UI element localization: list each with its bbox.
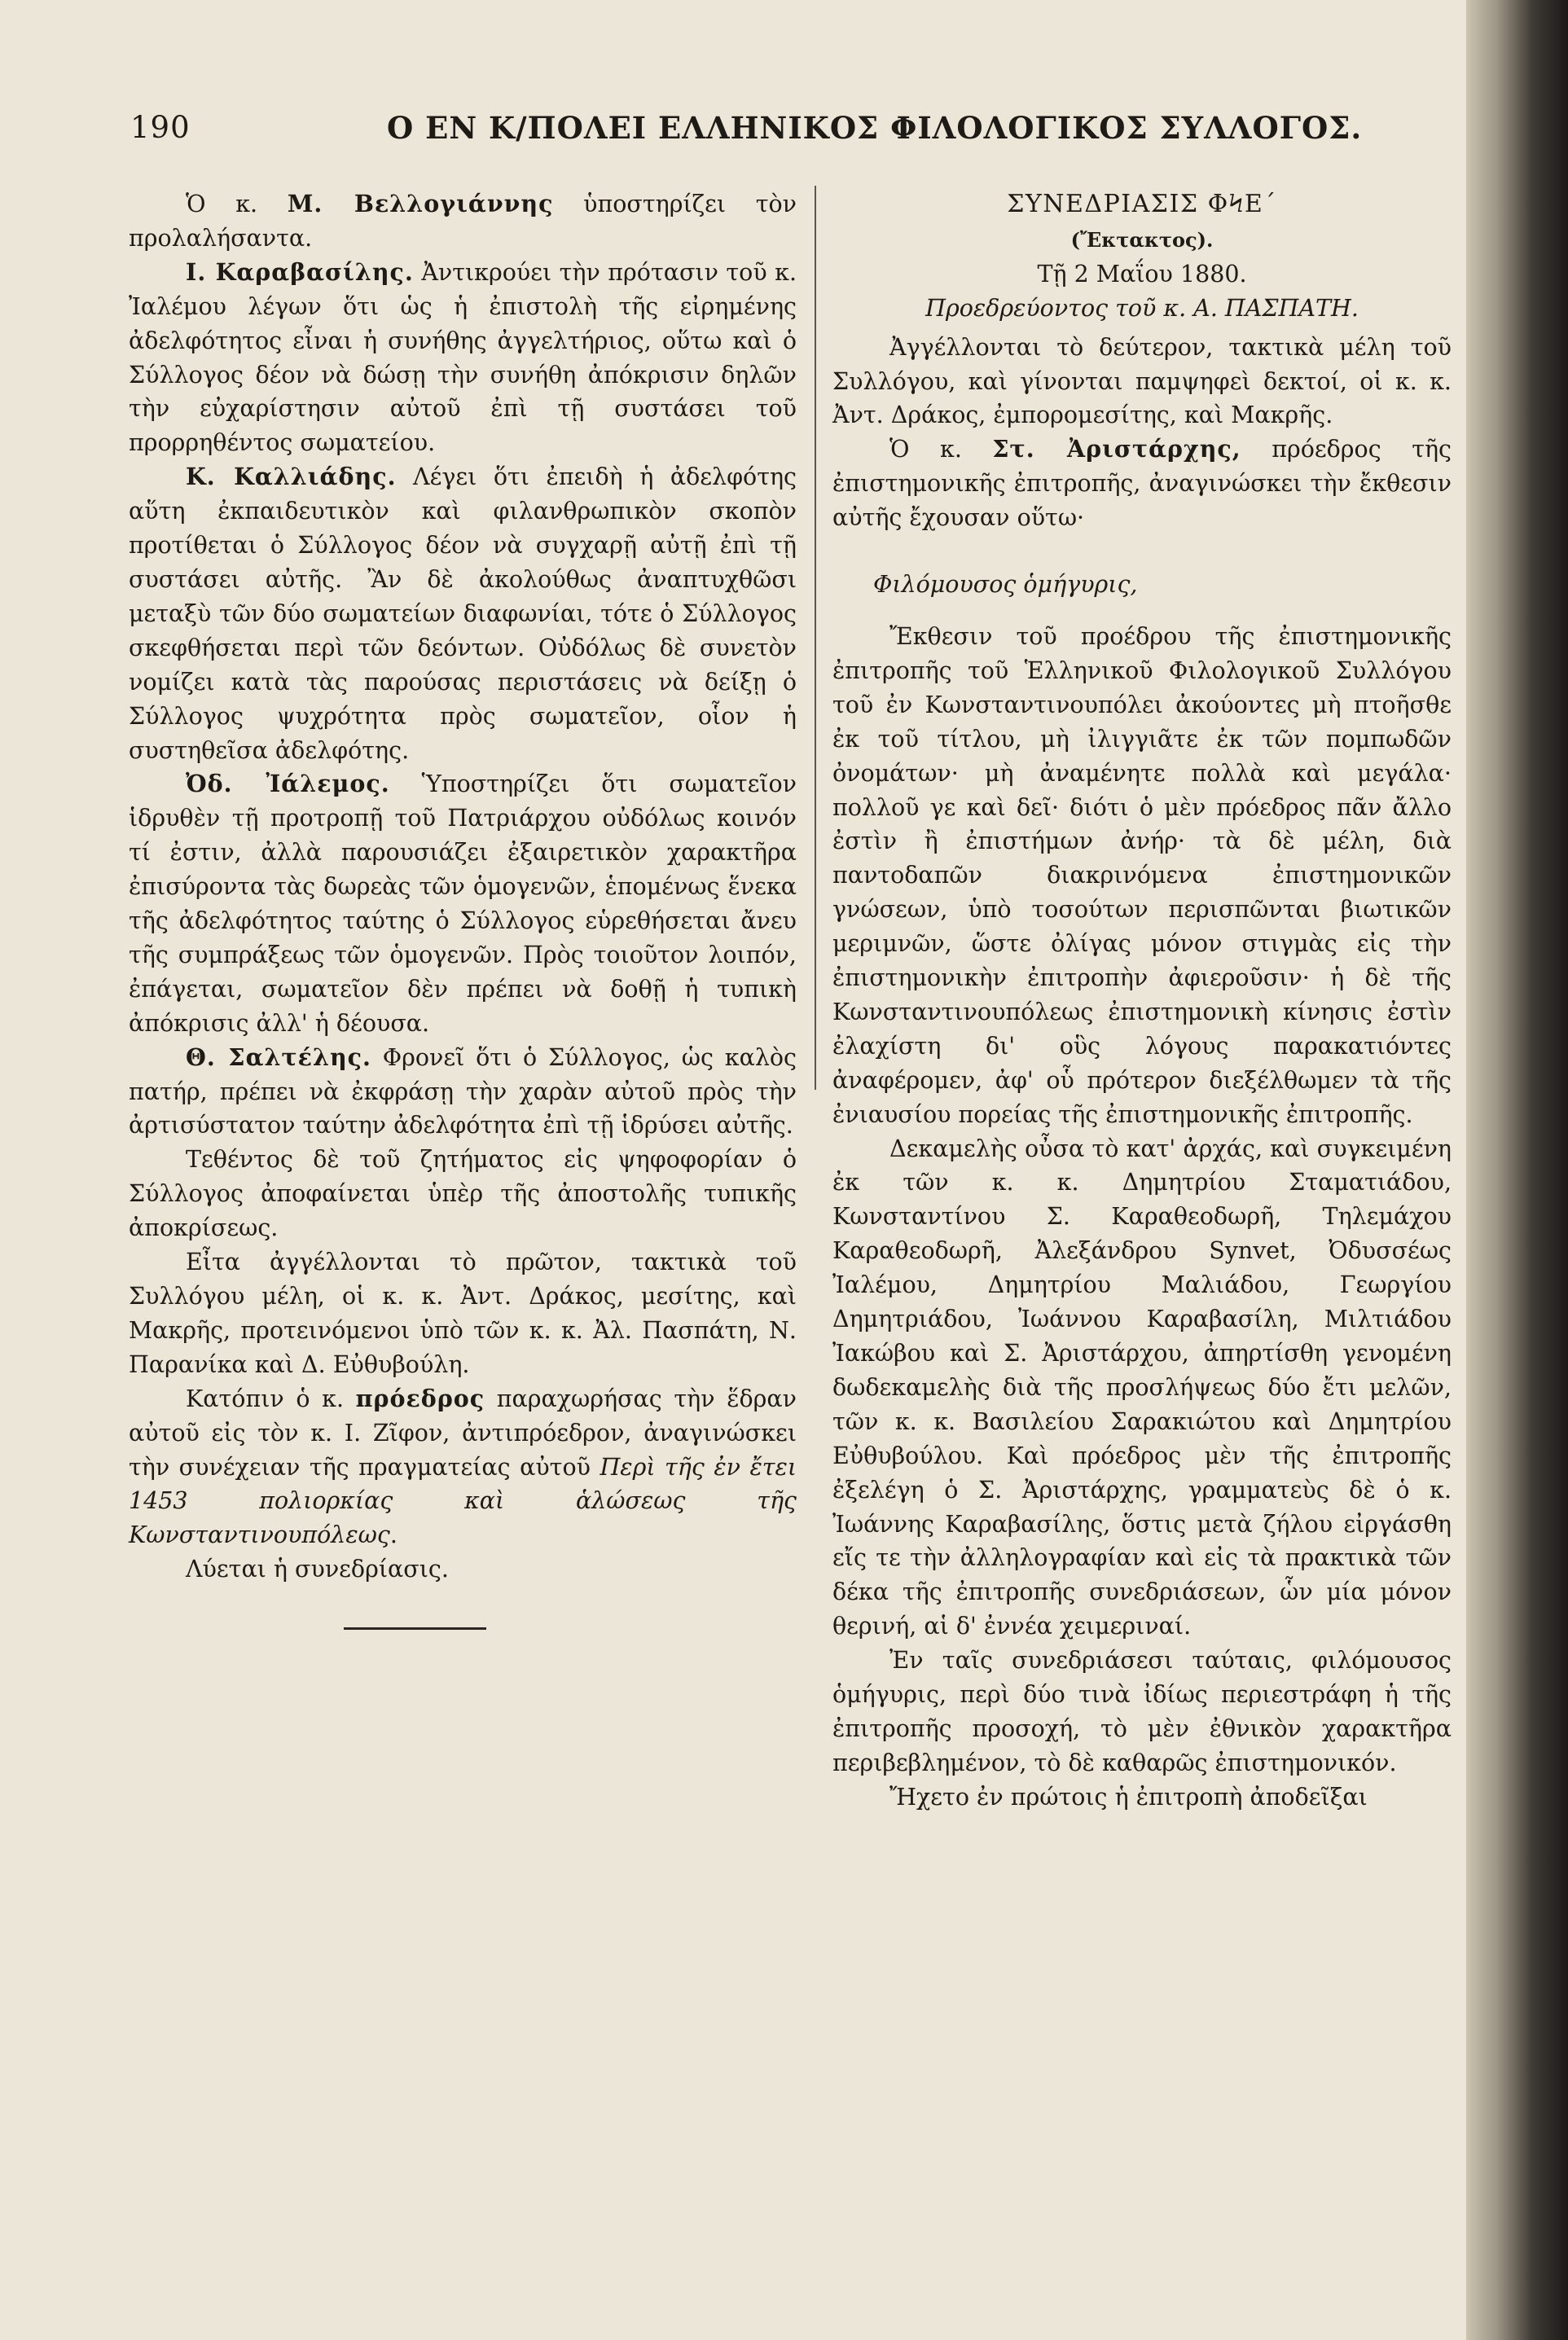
paragraph-text: ὑποστηρίζει τὸν προλαλήσαντα. (129, 191, 797, 252)
treatise-title: Περὶ τῆς ἐν ἔτει 1453 πολιορκίας καὶ ἁλώσεως τῆς Κωνσταντινουπόλεως (129, 1453, 797, 1549)
speaker-prefix: Ὁ κ. (186, 191, 258, 217)
column-divider (815, 186, 816, 1090)
paragraph-adjourned: Λύεται ἡ συνεδρίασις. (186, 1556, 449, 1583)
session-title: ΣΥΝΕΔΡΙΑΣΙΣ ΦϞΕ΄ (1007, 190, 1277, 218)
paragraph-aristarchis (832, 432, 1452, 535)
speaker-prefix: Ὁ κ. (889, 436, 993, 463)
section-separator (344, 1627, 486, 1630)
paragraph-text: . (389, 1521, 397, 1549)
left-column (129, 187, 797, 1630)
right-column (832, 187, 1452, 1815)
speaker-name: πρόεδρος (355, 1384, 485, 1412)
session-date: Τῇ 2 Μαΐου 1880. (1037, 260, 1247, 288)
paragraph-text: Ὑποστηρίζει ὅτι σωματεῖον ἱδρυθὲν τῇ προτροπῇ τοῦ Πατριάρχου οὐδόλως κοινόν τί ἐστιν, ἀλλὰ παρουσιάζει ἐξαιρετικὸν χαρακτῆρα ἐπισύροντα τὰς δωρεὰς τῶν ὁμογενῶν, ἑπομένως ἕνεκα τῆς ἀδελφότητος ταύτης ὁ Σύλλογος εὑρεθήσεται ἄνευ τῆς συμπράξεως τῶν ὁμογενῶν. Πρὸς τοιοῦτον λοιπόν, ἐπάγεται, σωματεῖον δὲν πρέπει νὰ δοθῇ ἡ τυπικὴ ἀπόκρισις ἀλλ' ἡ δέουσα. (129, 770, 797, 1037)
speaker-name: Ὀδ. Ἰάλεμος. (186, 770, 390, 798)
speaker-name: Θ. Σαλτέλης. (186, 1043, 371, 1071)
paragraph-committee-members: Δεκαμελὴς οὖσα τὸ κατ' ἀρχάς, καὶ συγκειμένη ἐκ τῶν κ. κ. Δημητρίου Σταματιάδου, Κωνσταντίνου Σ. Καραθεοδωρῆ, Τηλεμάχου Καραθεοδωρῆ, Ἀλεξάνδρου Synvet, Ὀδυσσέως Ἰαλέμου, Δημητρίου Μαλιάδου, Γεωργίου Δημητριάδου, Ἰωάννου Καραβασίλη, Μιλτιάδου Ἰακώβου καὶ Σ. Ἀριστάρχου, ἀπηρτίσθη γενομένη δωδεκαμελὴς διὰ τῆς προσλήψεως δύο ἔτι μελῶν, τῶν κ. κ. Βασιλείου Σαρακιώτου καὶ Δημητρίου Εὐθυβούλου. Καὶ πρόεδρος μὲν τῆς ἐπιτροπῆς ἐξελέγη ὁ Σ. Ἀριστάρχης, γραμματεὺς δὲ ὁ κ. Ἰωάννης Καραβασίλης, ὅστις μετὰ ζήλου εἰργάσθη εἴς τε τὴν ἀλληλογραφίαν καὶ εἰς τὰ πρακτικὰ τῶν δέκα τῆς ἐπιτροπῆς συνεδριάσεων, ὧν μία μόνον θερινή, αἱ δ' ἐννέα χειμεριναί. (832, 1135, 1452, 1640)
session-presiding: Προεδρεύοντος τοῦ κ. Α. ΠΑΣΠΑΤΗ. (925, 294, 1359, 322)
paragraph-report-intro: Ἔκθεσιν τοῦ προέδρου τῆς ἐπιστημονικῆς ἐπιτροπῆς τοῦ Ἑλληνικοῦ Φιλολογικοῦ Συλλόγου τοῦ ἐν Κωνσταντινουπόλει ἀκούοντες μὴ πτοῆσθε ἐκ τοῦ τίτλου, μὴ ἰλιγγιᾶτε ἐκ τῶν πομπωδῶν ὀνομάτων· μὴ ἀναμένητε πολλὰ καὶ μεγάλα· πολλοῦ γε καὶ δεῖ· διότι ὁ μὲν πρόεδρος πᾶν ἄλλο ἐστὶν ἢ ἐπιστήμων ἀνήρ· τὰ δὲ μέλη, διὰ παντοδαπῶν διακρινόμενα ἐπιστημονικῶν γνώσεων, ὑπὸ τοσούτων περισπῶνται βιωτικῶν μεριμνῶν, ὥστε ὀλίγας μόνον στιγμὰς εἰς τὴν ἐπιστημονικὴν ἐπιτροπὴν ἀφιεροῦσιν· ἡ δὲ τῆς Κωνσταντινουπόλεως ἐπιστημονικὴ κίνησις ἐστὶν ἐλαχίστη δι' οὓς λόγους παρακατιόντες ἀναφέρομεν, ἀφ' οὗ πρότερον διεξέλθωμεν τὰ τῆς ἐνιαυσίου πορείας τῆς ἐπιστημονικῆς ἐπιτροπῆς. (832, 622, 1452, 1128)
paragraph-text: πρόεδρος τῆς ἐπιστημονικῆς ἐπιτροπῆς, ἀναγινώσκει τὴν ἔκθεσιν αὐτῆς ἔχουσαν οὕτω· (832, 436, 1452, 532)
salutation: Φιλόμουσος ὁμήγυρις, (873, 571, 1138, 599)
speaker-name: Στ. Ἀριστάρχης, (992, 435, 1241, 463)
paragraph-vote: Τεθέντος δὲ τοῦ ζητήματος εἰς ψηφοφορίαν ὁ Σύλλογος ἀποφαίνεται ὑπὲρ τῆς ἀποστολῆς τυπικῆς ἀποκρίσεως. (129, 1146, 797, 1242)
paragraph-karavasilis (129, 256, 797, 460)
paragraph-text: παραχωρήσας τὴν ἕδραν αὐτοῦ εἰς τὸν κ. Ι. Ζῖφον, ἀντιπρόεδρον, ἀναγινώσκει τὴν συνέχειαν τῆς πραγματείας αὐτοῦ (129, 1385, 797, 1481)
running-title: Ο ΕΝ Κ/ΠΟΛΕΙ ΕΛΛΗΝΙΚΟΣ ΦΙΛΟΛΟΓΙΚΟΣ ΣΥΛΛΟΓΟΣ. (387, 110, 1363, 146)
page-header (130, 110, 1363, 155)
paragraph-new-members: Εἶτα ἀγγέλλονται τὸ πρῶτον, τακτικὰ τοῦ Συλλόγου μέλη, οἱ κ. κ. Ἀντ. Δράκος, μεσίτης, καὶ Μακρῆς, προτεινόμενοι ὑπὸ τῶν κ. κ. Ἀλ. Πασπάτη, Ν. Παρανίκα καὶ Δ. Εὐθυβούλη. (129, 1249, 797, 1378)
paragraph-saltelis (129, 1041, 797, 1144)
session-subtitle: (Ἔκτακτος). (1070, 227, 1214, 252)
paragraph-text: Λέγει ὅτι ἐπειδὴ ἡ ἀδελφότης αὕτη ἐκπαιδευτικὸν καὶ φιλανθρωπικὸν σκοπὸν προτίθεται ὁ Σύλλογος δέον νὰ συγχαρῇ αὐτῇ ἐπὶ τῇ συστάσει αὐτῆς. Ἂν δὲ ἀκολούθως ἀναπτυχθῶσι μεταξὺ τῶν δύο σωματείων διαφωνίαι, τότε ὁ Σύλλογος σκεφθήσεται περὶ τῶν δεόντων. Οὐδόλως δὲ συνετὸν νομίζει κατὰ τὰς παρούσας περιστάσεις νὰ δείξῃ ὁ Σύλλογος ψυχρότητα πρὸς σωματεῖον, οἷον ἡ συστηθεῖσα ἀδελφότης. (129, 463, 797, 764)
paragraph-kalliadis (129, 460, 797, 767)
paragraph-text: Ἀντικρούει τὴν πρότασιν τοῦ κ. Ἰαλέμου λέγων ὅτι ὡς ἡ ἐπιστολὴ τῆς εἰρημένης ἀδελφότητος εἶναι ἡ συνήθης ἀγγελτήριος, οὕτω καὶ ὁ Σύλλογος δέον νὰ δώσῃ τὴν συνήθη ἀπόκρισιν δηλῶν τὴν εὐχαρίστησιν αὐτοῦ ἐπὶ τῇ συστάσει τοῦ προρρηθέντος σωματείου. (129, 258, 797, 457)
paragraph-vellogiannis (129, 187, 797, 256)
paragraph-text: Φρονεῖ ὅτι ὁ Σύλλογος, ὡς καλὸς πατήρ, πρέπει νὰ ἐκφράσῃ τὴν χαρὰν αὐτοῦ πρὸς τὴν ἀρτισύστατον ταύτην ἀδελφότητα ἐπὶ τῇ ἱδρύσει αὐτῆς. (129, 1043, 797, 1139)
paragraph-president (129, 1382, 797, 1553)
paragraph-members-accepted: Ἀγγέλλονται τὸ δεύτερον, τακτικὰ μέλη τοῦ Συλλόγου, καὶ γίνονται παμψηφεὶ δεκτοί, οἱ κ. κ. Ἀντ. Δράκος, ἐμπορομεσίτης, καὶ Μακρῆς. (832, 333, 1452, 429)
paragraph-text: Κατόπιν ὁ κ. (186, 1385, 356, 1412)
paragraph-continuation: Ἤχετο ἐν πρώτοις ἡ ἐπιτροπὴ ἀποδεῖξαι (889, 1783, 1368, 1811)
speaker-name: Μ. Βελλογιάννης (287, 190, 554, 217)
speaker-name: Ι. Καραβασίλης. (186, 257, 414, 286)
book-gutter-shadow (1466, 0, 1568, 2340)
speaker-name: Κ. Καλλιάδης. (186, 463, 397, 491)
paragraph-sessions: Ἐν ταῖς συνεδριάσεσι ταύταις, φιλόμουσος ὁμήγυρις, περὶ δύο τινὰ ἰδίως περιεστράφη ἡ τῆς ἐπιτροπῆς προσοχή, τὸ μὲν ἐθνικὸν χαρακτῆρα περιβεβλημένον, τὸ δὲ καθαρῶς ἐπιστημονικόν. (832, 1647, 1452, 1776)
paragraph-ialemos (129, 767, 797, 1040)
page-number: 190 (130, 110, 191, 145)
